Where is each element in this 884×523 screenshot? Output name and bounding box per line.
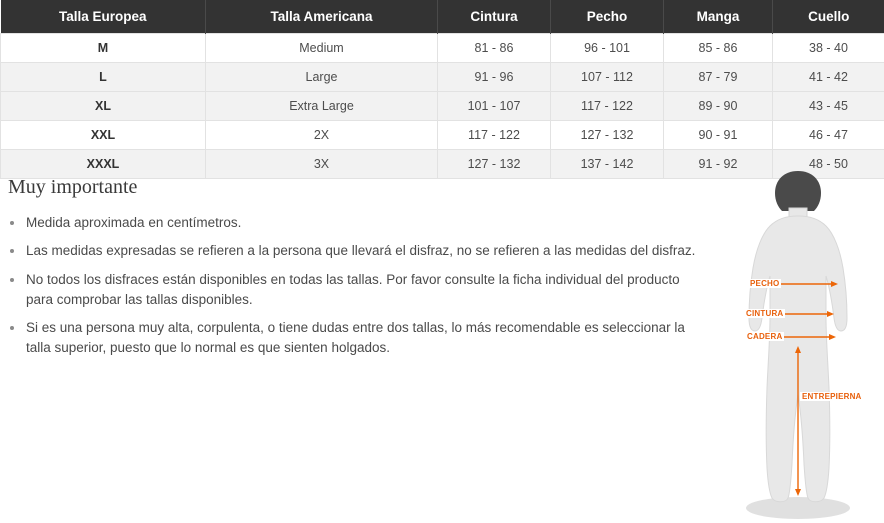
cell-manga: 85 - 86 bbox=[664, 34, 773, 63]
cell-cuello: 38 - 40 bbox=[773, 34, 884, 63]
column-header-cuello: Cuello bbox=[773, 0, 884, 34]
list-item: No todos los disfraces están disponibles en todas las tallas. Por favor consulte la ficha individual del producto para comprobar las tallas disponibles. bbox=[8, 270, 708, 311]
list-item: Si es una persona muy alta, corpulenta, o tiene dudas entre dos tallas, lo más recomendable es seleccionar la talla superior, puesto que lo normal es que sienten holgados. bbox=[8, 318, 708, 359]
table-header-row bbox=[1, 0, 884, 34]
cell-pecho: 107 - 112 bbox=[551, 63, 664, 92]
cell-talla-americana: Extra Large bbox=[206, 92, 438, 121]
cell-pecho: 96 - 101 bbox=[551, 34, 664, 63]
cell-cintura: 91 - 96 bbox=[438, 63, 551, 92]
cell-manga: 91 - 92 bbox=[664, 150, 773, 179]
cell-manga: 89 - 90 bbox=[664, 92, 773, 121]
list-item: Medida aproximada en centímetros. bbox=[8, 213, 708, 233]
cell-talla-americana: 3X bbox=[206, 150, 438, 179]
cell-talla-americana: Large bbox=[206, 63, 438, 92]
cell-cuello: 48 - 50 bbox=[773, 150, 884, 179]
body-measurement-figure bbox=[712, 168, 884, 523]
head-shape bbox=[775, 171, 821, 211]
figure-svg bbox=[712, 168, 884, 523]
cell-cuello: 43 - 45 bbox=[773, 92, 884, 121]
figure-label-cintura: CINTURA bbox=[746, 309, 784, 318]
cell-talla-americana: Medium bbox=[206, 34, 438, 63]
cell-talla-europea: XXXL bbox=[1, 150, 206, 179]
cell-pecho: 137 - 142 bbox=[551, 150, 664, 179]
cell-cuello: 46 - 47 bbox=[773, 121, 884, 150]
figure-label-cadera: CADERA bbox=[747, 332, 783, 341]
table-body bbox=[1, 34, 884, 179]
cell-manga: 90 - 91 bbox=[664, 121, 773, 150]
table-row bbox=[1, 34, 884, 63]
cell-pecho: 127 - 132 bbox=[551, 121, 664, 150]
figure-label-entrepierna: ENTREPIERNA bbox=[802, 392, 862, 401]
ground-shadow-shape bbox=[746, 497, 850, 519]
list-item: Las medidas expresadas se refieren a la persona que llevará el disfraz, no se refieren a las medidas del disfraz. bbox=[8, 241, 708, 261]
column-header-manga: Manga bbox=[664, 0, 773, 34]
column-header-pecho: Pecho bbox=[551, 0, 664, 34]
cell-cintura: 127 - 132 bbox=[438, 150, 551, 179]
cell-manga: 87 - 79 bbox=[664, 63, 773, 92]
table-header bbox=[1, 0, 884, 34]
table-row bbox=[1, 121, 884, 150]
cell-cintura: 81 - 86 bbox=[438, 34, 551, 63]
important-notes bbox=[8, 176, 708, 367]
column-header-talla-europea: Talla Europea bbox=[1, 0, 206, 34]
cell-pecho: 117 - 122 bbox=[551, 92, 664, 121]
table-row bbox=[1, 92, 884, 121]
column-header-talla-americana: Talla Americana bbox=[206, 0, 438, 34]
cell-talla-europea: XXL bbox=[1, 121, 206, 150]
cell-talla-europea: M bbox=[1, 34, 206, 63]
cell-cintura: 101 - 107 bbox=[438, 92, 551, 121]
cell-talla-europea: L bbox=[1, 63, 206, 92]
notes-list bbox=[8, 213, 708, 359]
cell-talla-americana: 2X bbox=[206, 121, 438, 150]
column-header-cintura: Cintura bbox=[438, 0, 551, 34]
size-chart-table bbox=[0, 0, 884, 179]
cell-cuello: 41 - 42 bbox=[773, 63, 884, 92]
figure-label-pecho: PECHO bbox=[750, 279, 780, 288]
notes-title: Muy importante bbox=[8, 176, 138, 198]
table-row bbox=[1, 63, 884, 92]
cell-talla-europea: XL bbox=[1, 92, 206, 121]
cell-cintura: 117 - 122 bbox=[438, 121, 551, 150]
